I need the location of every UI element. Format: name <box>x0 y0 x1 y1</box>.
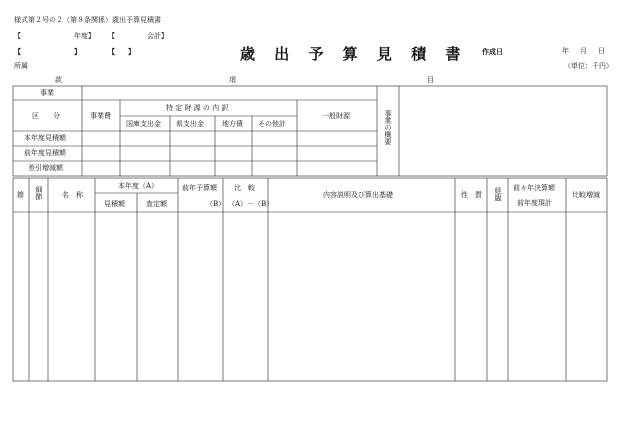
department-label: 所属 <box>14 62 28 70</box>
jigyo-label: 事業 <box>40 89 54 97</box>
fiscal-year-label: 年度】 <box>74 32 95 40</box>
zennen-b-label: （B） <box>206 200 226 208</box>
seishitsu-header: 性 質 <box>461 191 482 199</box>
ippan-header: 一般財源 <box>322 112 350 120</box>
tokutei-col-sonota: その他計 <box>258 120 286 128</box>
honnendo-header: 本年度（A） <box>118 182 159 190</box>
hikaku-zogen-header: 比較増減 <box>572 191 600 199</box>
satei-header: 査定額 <box>146 200 167 208</box>
saimoku-header: 細節 <box>35 186 43 200</box>
date-year: 年 <box>562 47 569 55</box>
date-month: 月 <box>580 47 587 55</box>
hikaku-header: 比 較 <box>234 184 255 192</box>
hikaku-ab-label: （A）－（B） <box>228 200 274 208</box>
row-label-sahiki: 差引増減額 <box>28 164 63 172</box>
kan-label: 款 <box>55 76 62 84</box>
tokutei-col-chihosai: 地方債 <box>222 120 243 128</box>
tokutei-header: 特 定 財 源 の 内 訳 <box>166 104 229 112</box>
row-label-honnendo: 本年度見積額 <box>24 134 66 142</box>
created-date-label: 作成日 <box>482 47 503 56</box>
naiyo-header: 内容説明及び算出基礎 <box>323 191 393 199</box>
moku-label: 目 <box>427 76 434 84</box>
bracket-open: 【 <box>14 47 21 56</box>
row-label-zennendo: 前年度見積額 <box>24 149 66 157</box>
setsu-header: 節 <box>17 191 24 199</box>
mitsumori-header: 見積額 <box>104 200 125 208</box>
date-day: 日 <box>598 47 605 55</box>
account-label: 会計】 <box>147 32 168 40</box>
kubun-header: 区 分 <box>32 112 60 120</box>
keirin-header: 経臨 <box>494 187 502 201</box>
document-title: 歳 出 予 算 見 積 書 <box>240 45 468 63</box>
bracket-open: 【 <box>108 32 115 40</box>
zennendo-genkei-header: 前年度現計 <box>517 199 552 207</box>
gaiyo-header: 事業の概要 <box>384 110 392 145</box>
bracket-close: 】 <box>74 47 81 56</box>
form-number-label: 様式第２号の２（第８条関係）歳出予算見積書 <box>14 16 161 24</box>
tokutei-col-ken: 県支出金 <box>176 120 204 128</box>
unit-label: （単位：千円） <box>564 62 613 70</box>
tokutei-col-kokko: 国庫支出金 <box>126 120 161 128</box>
bracket-open: 【 <box>108 47 115 56</box>
jigyohi-header: 事業費 <box>90 112 111 120</box>
zennen-header: 前年予算額 <box>182 184 217 192</box>
zenzen-header: 前々年決算額 <box>513 184 555 192</box>
kou-label: 項 <box>229 76 236 84</box>
bracket-open: 【 <box>14 32 21 40</box>
meisho-header: 名 称 <box>62 191 83 199</box>
bracket-close: 】 <box>128 47 135 56</box>
